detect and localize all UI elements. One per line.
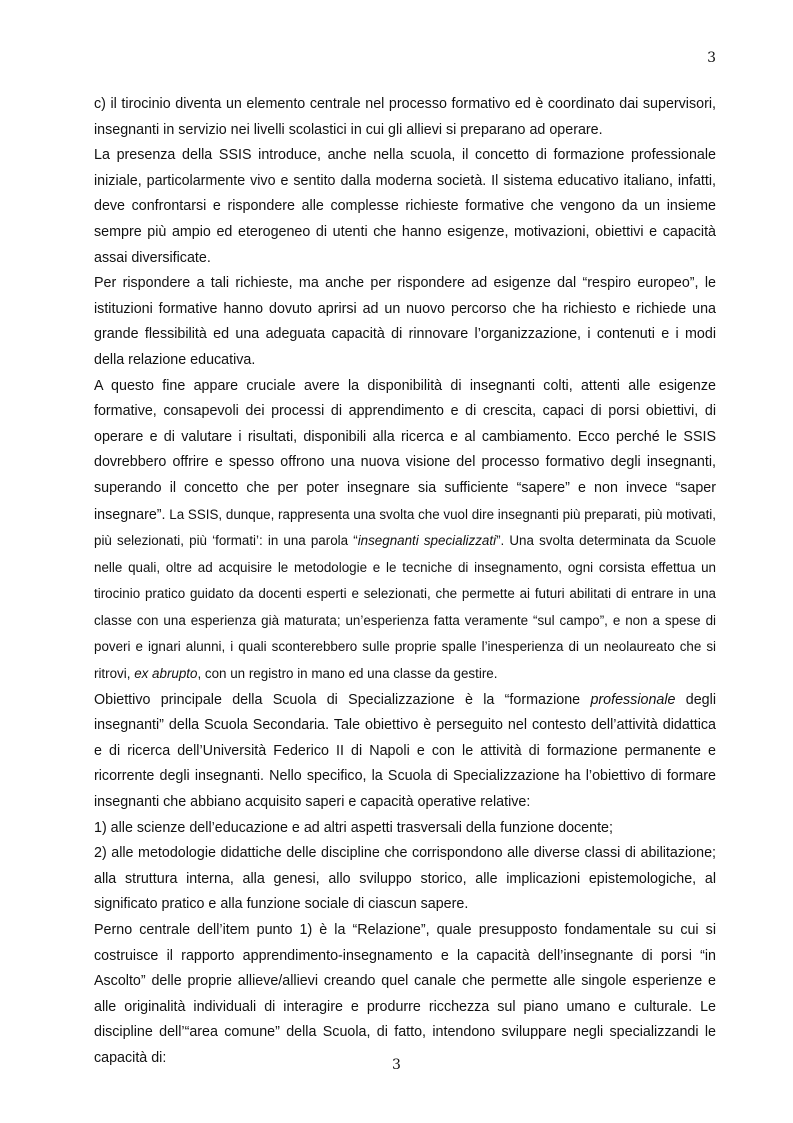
page-number-bottom: 3 [392,1057,401,1073]
paragraph-ssis-presence: La presenza della SSIS introduce, anche nella scuola, il concetto di formazione professionale iniziale, particolarmente vivo e sentito dalla moderna società. Il sistema educativo italiano, infatti, deve confrontarsi e rispondere alle complesse richieste formative che vengono da un insieme sempre più ampio ed eterogeneo di utenti che hanno esigenze, motivazioni, obiettivi e capacità assai diversificate. [94,147,716,266]
list-item-1: 1) alle scienze dell’educazione e ad altri aspetti trasversali della funzione docente; [94,819,613,836]
paragraph-teacher-availability-part-a: A questo fine appare cruciale avere la disponibilità di insegnanti colti, attenti alle esigenze formative, consapevoli dei processi di apprendimento e di crescita, capaci di porsi obiettivi, di operare e di valutare i risultati, disponibili alla ricerca e al cambiamento. Ecco perché le SSIS dovrebbero offrire e spesso offrono una nuova visione del processo formativo degli insegnanti, superando il concetto che per poter insegnare sia sufficiente “sapere” e non invece “saper insegnare”. [94,377,716,523]
document-body [94,92,716,1072]
emphasis-insegnanti-specializzati: insegnanti specializzati [357,533,497,549]
paragraph-relazione: Perno centrale dell’item punto 1) è la “Relazione”, quale presupposto fondamentale su cui si costruisce il rapporto apprendimento-insegnamento e la capacità dell’insegnante di porsi “in Ascolto” delle proprie allieve/allievi creando quel canale che permette alle singole esperienze e alle originalità individuali di interagire e produrre ricchezza sul piano umano e culturale. Le discipline dell’“area comune” della Scuola, di fatto, intendono sviluppare negli specializzandi le capacità di: [94,922,716,1066]
paragraph-teacher-availability-part-d: ”. Una svolta determinata da Scuole nelle quali, oltre ad acquisire le metodologie e le tecniche di insegnamento, ogni corsista effettua un tirocinio pratico guidato da docenti esperti e selezionati, che permette ai futuri abilitati di entrare in una classe con una esperienza già maturata; un’esperienza fatta veramente “sul campo”, e non a spese di poveri e ignari alunni, i quali sconterebbero sulle proprie spalle l’inesperienza di un neolaureato che si ritrovi, [94,533,716,682]
emphasis-professionale: professionale [590,691,676,708]
paragraph-main-objective-part-c: degli insegnanti” della Scuola Secondaria. Tale obiettivo è perseguito nel contesto dell’attività didattica e di ricerca dell’Università Federico II di Napoli e con le attività di formazione permanente e ricorrente degli insegnanti. Nello specifico, la Scuola di Specializzazione ha l’obiettivo di formare insegnanti che abbiano acquisito saperi e capacità operative relative: [94,691,716,811]
paragraph-main-objective-part-a: Obiettivo principale della Scuola di Specializzazione è la “formazione [94,691,591,708]
paragraph-tirocinio: c) il tirocinio diventa un elemento centrale nel processo formativo ed è coordinato dai supervisori, insegnanti in servizio nei livelli scolastici in cui gli allievi si preparano ad operare. [94,96,716,138]
list-item-2: 2) alle metodologie didattiche delle discipline che corrispondono alle diverse classi di abilitazione; alla struttura interna, alla genesi, allo sviluppo storico, alle implicazioni epistemologiche, al significato pratico e alla funzione sociale di ciascun sapere. [94,845,716,913]
paragraph-teacher-availability-part-b: La SSIS, dunque, rappresenta una svolta che vuol dire insegnanti più preparati, più motivati, più selezionati, più ‘formati’: in una parola “ [94,506,716,549]
paragraph-european-needs: Per rispondere a tali richieste, ma anche per rispondere ad esigenze dal “respiro europeo”, le istituzioni formative hanno dovuto aprirsi ad un nuovo percorso che ha richiesto e richiede una grande flessibilità ed una adeguata capacità di rinnovare l’organizzazione, i contenuti e i modi della relazione educativa. [94,275,716,368]
emphasis-ex-abrupto: ex abrupto [134,666,198,682]
paragraph-teacher-availability [94,374,716,688]
page-number-top: 3 [707,50,716,66]
paragraph-teacher-availability-part-f: , con un registro in mano ed una classe da gestire. [197,666,498,682]
paragraph-main-objective [94,688,716,816]
